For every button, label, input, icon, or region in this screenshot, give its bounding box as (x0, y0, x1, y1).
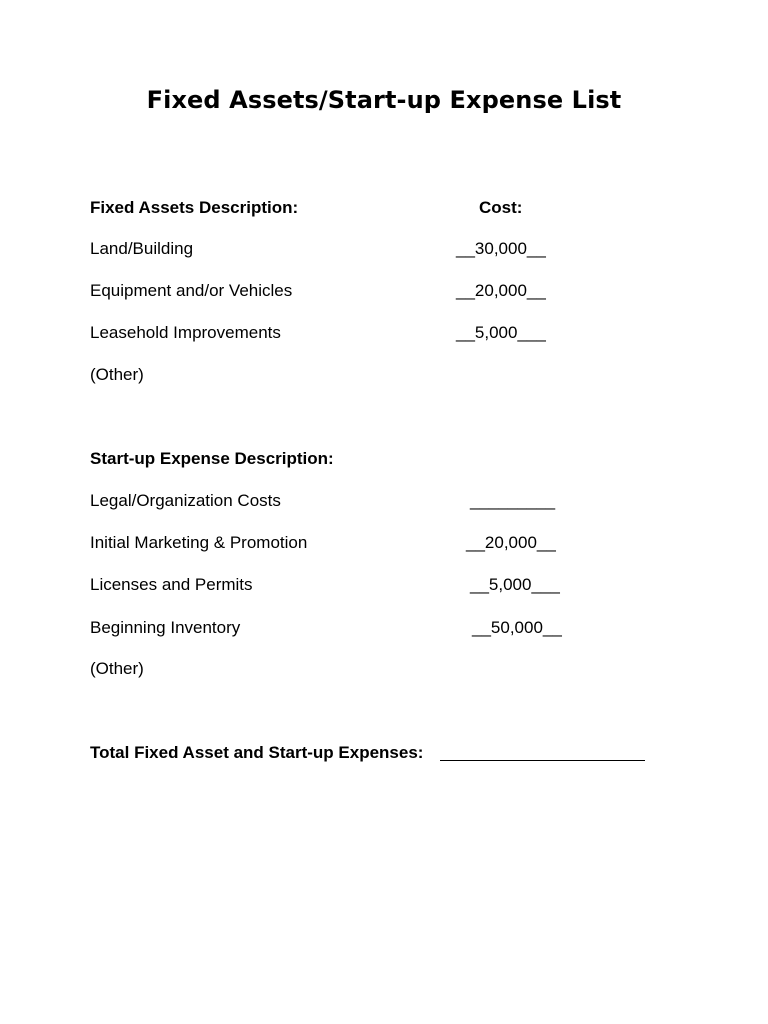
fixed-asset-label-land: Land/Building (90, 239, 194, 258)
cost-heading: Cost: (479, 198, 523, 217)
fixed-asset-label-other: (Other) (90, 365, 144, 384)
startup-label-other: (Other) (90, 659, 144, 678)
total-label: Total Fixed Asset and Start-up Expenses: (90, 743, 424, 762)
startup-value-legal: _________ (470, 491, 556, 510)
fixed-asset-value-equipment: __20,000__ (456, 281, 546, 300)
fixed-asset-value-land: __30,000__ (456, 239, 546, 258)
total-blank-line (440, 760, 645, 761)
startup-value-inventory: __50,000__ (472, 618, 562, 637)
startup-expenses-heading: Start-up Expense Description: (90, 449, 334, 468)
startup-value-licenses: __5,000___ (470, 575, 560, 594)
startup-label-legal: Legal/Organization Costs (90, 491, 281, 510)
startup-label-inventory: Beginning Inventory (90, 618, 241, 637)
startup-label-licenses: Licenses and Permits (90, 575, 253, 594)
document-title: Fixed Assets/Start-up Expense List (146, 86, 622, 114)
fixed-asset-label-leasehold: Leasehold Improvements (90, 323, 281, 342)
startup-label-marketing: Initial Marketing & Promotion (90, 533, 308, 552)
fixed-assets-heading: Fixed Assets Description: (90, 198, 299, 217)
fixed-asset-value-leasehold: __5,000___ (456, 323, 546, 342)
fixed-asset-label-equipment: Equipment and/or Vehicles (90, 281, 293, 300)
startup-value-marketing: __20,000__ (466, 533, 556, 552)
